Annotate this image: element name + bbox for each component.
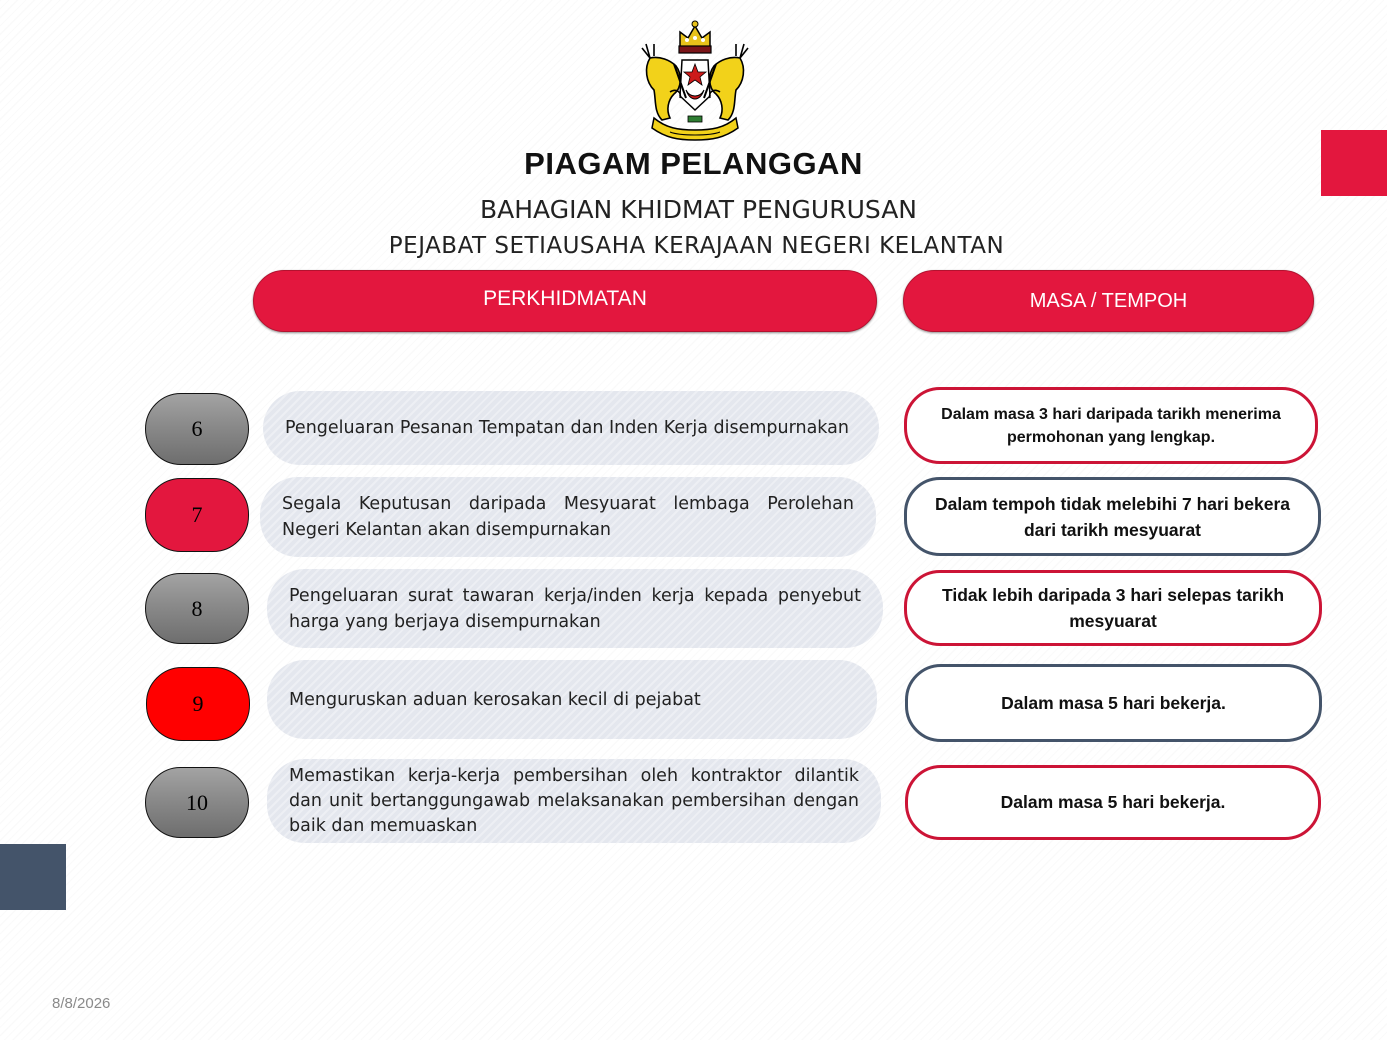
department-subtitle: BAHAGIAN KHIDMAT PENGURUSAN xyxy=(479,195,918,224)
service-item xyxy=(267,660,877,739)
service-text: Segala Keputusan daripada Mesyuarat lembaga Perolehan Negeri Kelantan akan disempurnakan xyxy=(282,494,854,540)
row-number-badge: 9 xyxy=(146,667,250,741)
row-number-badge: 6 xyxy=(145,393,249,465)
slide-date: 8/8/2026 xyxy=(52,995,111,1012)
service-item xyxy=(267,759,881,843)
row-number-badge: 10 xyxy=(145,767,249,838)
service-text: Pengeluaran surat tawaran kerja/inden kerja kepada penyebut harga yang berjaya disempurnakan xyxy=(289,585,861,632)
page-title: PIAGAM PELANGGAN xyxy=(524,146,863,181)
service-item xyxy=(263,391,879,465)
row-number-badge: 7 xyxy=(145,478,249,552)
time-item: Dalam masa 5 hari bekerja. xyxy=(905,664,1322,742)
service-item xyxy=(267,569,883,648)
service-text: Menguruskan aduan kerosakan kecil di pejabat xyxy=(289,689,701,710)
kelantan-coat-of-arms-icon xyxy=(636,18,754,142)
time-item: Dalam masa 5 hari bekerja. xyxy=(905,765,1321,840)
row-number-badge: 8 xyxy=(145,573,249,644)
decorative-navy-square xyxy=(0,844,66,910)
service-text: Memastikan kerja-kerja pembersihan oleh kontraktor dilantik dan unit bertanggungawab melaksanakan pembersihan dengan baik dan memuaskan xyxy=(289,765,859,836)
office-subtitle: PEJABAT SETIAUSAHA KERAJAAN NEGERI KELANTAN xyxy=(388,233,1005,259)
time-item: Tidak lebih daripada 3 hari selepas tarikh mesyuarat xyxy=(904,570,1322,646)
service-text: Pengeluaran Pesanan Tempatan dan Inden Kerja disempurnakan xyxy=(285,418,849,438)
column-header-time: MASA / TEMPOH xyxy=(903,270,1314,332)
column-header-service: PERKHIDMATAN xyxy=(253,270,877,332)
time-item: Dalam tempoh tidak melebihi 7 hari bekera dari tarikh mesyuarat xyxy=(904,477,1321,556)
decorative-red-square xyxy=(1321,130,1387,196)
service-item xyxy=(260,477,876,557)
time-item: Dalam masa 3 hari daripada tarikh menerima permohonan yang lengkap. xyxy=(904,387,1318,464)
